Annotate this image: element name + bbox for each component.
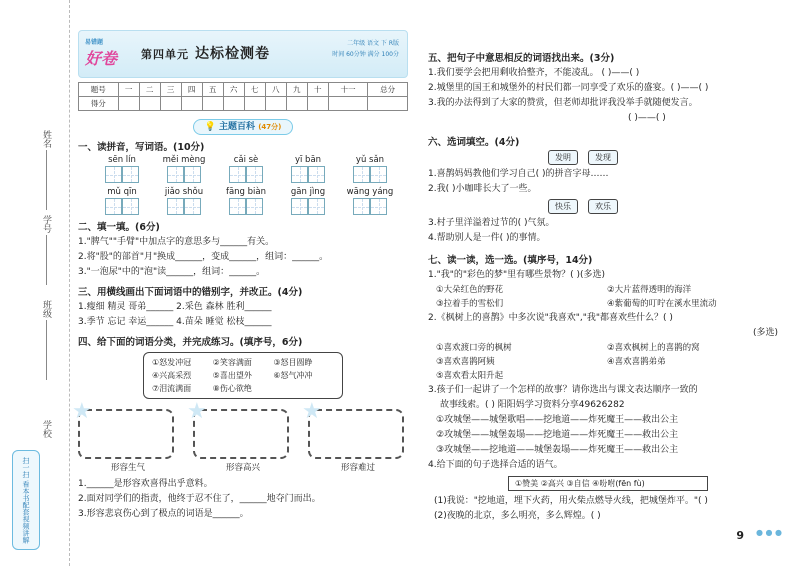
write-box[interactable] [291,166,308,183]
score-table [78,82,408,111]
score-cell: 一 [118,83,139,97]
q3-line: 3.季节 忘记 幸运______ 4.苗朵 睡觉 松枝______ [78,317,272,327]
word-option: ③怒目圆睁 [273,358,313,367]
pinyin-item [282,187,334,215]
pinyin-text: mǔ qīn [107,187,137,197]
score-cell: 八 [265,83,286,97]
pinyin-text: wāng yáng [346,187,394,197]
score-blank[interactable] [223,97,244,111]
score-blank[interactable] [368,97,408,111]
write-box[interactable] [353,198,370,215]
q2-title: 二、填一填。(6分) [78,222,160,233]
pinyin-row-2 [96,187,408,215]
star-icon: ★ [187,399,207,424]
word-pill: 快乐 [548,199,578,214]
answer-frame[interactable] [72,399,174,459]
frame-label: 形容生气 [110,463,145,473]
score-blank[interactable] [202,97,223,111]
choice: ①大朵红色的野花 [436,285,504,295]
write-box[interactable] [246,166,263,183]
score-cell: 七 [244,83,265,97]
q3-line: 1.瘦细 精灵 哥弟______ 2.采色 森林 胜利______ [78,302,272,312]
score-blank[interactable] [244,97,265,111]
score-blank[interactable] [328,97,368,111]
right-column [428,46,778,524]
word-pill: 欢乐 [588,199,618,214]
q3-title: 三、用横线画出下面词语中的错别字，并改正。(4分) [78,287,303,298]
frame-label: 形容高兴 [225,463,260,473]
banner-icon: 💡 [204,122,216,132]
pinyin-text: gān jìng [290,187,326,197]
word-option: ⑧伤心欲绝 [212,384,252,393]
q2-line: 2.将"股"的部首"月"换成______，变成______，组词：______。 [78,252,329,262]
unit-label: 第四单元 [141,48,189,61]
star-icon: ★ [302,399,322,424]
write-box[interactable] [229,198,246,215]
title-text: 达标检测卷 [195,46,270,62]
word-option: ⑥怒气冲冲 [273,371,313,380]
score-blank[interactable] [139,97,160,111]
q4-line: 3.形容悲哀伤心到了极点的词语是______。 [78,509,249,519]
write-box[interactable] [353,166,370,183]
answer-frame[interactable] [302,399,404,459]
pinyin-item [344,187,396,215]
choice: ①喜欢渡口旁的枫树 [436,343,512,353]
binding-margin [0,0,70,566]
write-box[interactable] [246,198,263,215]
write-box[interactable] [229,166,246,183]
choice: ⑤喜欢看太阳升起 [436,371,504,381]
school-label: 学校 [41,420,51,438]
q5-line: ( )——( ) [628,113,666,123]
write-box[interactable] [167,166,184,183]
name-label: 姓名 [41,130,51,148]
left-column [72,30,408,522]
q7-sub3: 3.孩子们一起讲了一个怎样的故事？请你选出与课文表达顺序一致的 [428,385,698,395]
q7-sub4-line: (2)夜晚的北京，多么明亮，多么辉煌。( ) [434,511,601,521]
q4-line: 2.面对同学们的指责，他终于忍不住了，______地夺门而出。 [78,494,321,504]
q6-line: 4.帮助别人是一件( )的事情。 [428,233,546,243]
answer-frame[interactable] [187,399,289,459]
score-value-row [79,97,408,111]
score-blank[interactable] [118,97,139,111]
choice: ③拉着手的雪松们 [436,299,504,309]
category-frames [72,399,408,473]
write-box[interactable] [370,198,387,215]
pinyin-item [220,155,272,183]
id-line [46,235,47,285]
write-box[interactable] [291,198,308,215]
score-cell: 四 [181,83,202,97]
q4-title: 四、给下面的词语分类，并完成练习。(填序号，6分) [78,337,303,348]
banner-text: 主题百科 [219,122,256,132]
write-box[interactable] [370,166,387,183]
score-blank[interactable] [181,97,202,111]
page-dots: ● ● ● [755,528,782,537]
score-cell: 总分 [368,83,408,97]
logo-text: 好卷 [85,49,118,68]
write-box[interactable] [167,198,184,215]
write-box[interactable] [105,198,122,215]
word-option: ④兴高采烈 [152,371,192,380]
choice: ④紫葡萄的叮咛在溪水里流动 [607,299,717,309]
q7-sub4-line: (1)我说："挖地道，埋下火药，用火柴点燃导火线，把城堡炸平。"( ) [434,496,708,506]
score-cell: 得分 [79,97,119,111]
frame-sad [302,399,408,473]
q5-line: 2.城堡里的国王和城堡外的村民们都一同享受了欢乐的盛宴。( )——( ) [428,83,709,93]
score-blank[interactable] [286,97,307,111]
score-blank[interactable] [160,97,181,111]
score-header-row [79,83,408,97]
pinyin-text: fāng biàn [225,187,267,197]
q6-line: 3.村子里洋溢着过节的( )气氛。 [428,218,555,228]
choice: ③喜欢喜鹊阿姨 [436,357,495,367]
pinyin-row-1 [96,155,408,183]
pinyin-text: měi mèng [162,155,206,165]
word-bank [143,352,343,399]
info-line1: 二年级 语文 下 R版 [347,40,399,47]
pinyin-text: sēn lín [108,155,136,165]
word-option: ⑤喜出望外 [212,371,252,380]
write-box[interactable] [308,166,325,183]
pinyin-item [96,155,148,183]
write-box[interactable] [105,166,122,183]
frame-label: 形容难过 [340,463,375,473]
write-box[interactable] [122,198,139,215]
section-banner [193,119,293,135]
q7-sub4: 4.给下面的句子选择合适的语气。 [428,460,563,470]
score-cell: 九 [286,83,307,97]
pinyin-item [158,155,210,183]
q7-sub1: 1."我"的"彩色的梦"里有哪些景物？( )(多选) [428,270,606,280]
frame-happy [187,399,293,473]
score-blank[interactable] [265,97,286,111]
word-option: ②笑容满面 [212,358,252,367]
pinyin-text: yī bān [294,155,322,165]
choice: ②攻城堡——城堡轰塌——挖地道——炸死魔王——救出公主 [436,430,679,440]
q6-line: 1.喜鹊妈妈教他们学习自己( )的拼音字母…… [428,169,609,179]
logo-small-text: 易错题 [85,39,104,46]
q5-title: 五、把句子中意思相反的词语找出来。(3分) [428,53,615,64]
pinyin-item [96,187,148,215]
score-cell: 三 [160,83,181,97]
score-cell: 题号 [79,83,119,97]
choice: ④喜欢喜鹊弟弟 [607,357,666,367]
q4-line: 1.______是形容欢喜得出乎意料。 [78,479,213,489]
q6-title: 六、选词填空。(4分) [428,137,520,148]
star-icon: ★ [72,399,92,424]
word-pill: 发明 [548,150,578,165]
q5-line: 1.我们要学会把用剩收拾整齐，不能凌乱。 ( )——( ) [428,68,640,78]
q2-line: 3."一泡尿"中的"泡"读______，组词：______。 [78,267,266,277]
video-badge: 扫一扫 看本书配套视频讲解 [12,450,40,550]
exam-info [332,38,399,60]
q1-title: 一、读拼音，写词语。(10分) [78,142,205,153]
score-cell: 六 [223,83,244,97]
write-box[interactable] [184,198,201,215]
choice: ③攻城堡——挖地道——城堡轰塌——炸死魔王——救出公主 [436,445,679,455]
q7-sub1-choices [436,283,778,311]
frame-angry [72,399,178,473]
score-blank[interactable] [307,97,328,111]
info-line2: 时间 60分钟 满分 100分 [332,51,399,58]
page-number: 9 [736,529,744,542]
pill-row-2 [548,199,778,214]
q7-sub3-cont: 故事线索。( ) 阳阳妈学习资料分享49626282 [440,400,625,410]
choice: ②喜欢枫树上的喜鹊的窝 [607,343,700,353]
pinyin-item [220,187,272,215]
pinyin-text: yǔ sǎn [355,155,385,165]
logo [85,37,129,71]
q7-sub2-note: (多选) [752,328,778,338]
q7-sub2-choices [436,341,778,383]
q7-sub2: 2.《枫树上的喜鹊》中多次说"我喜欢","我"都喜欢些什么？( ) [428,313,673,323]
q7-title: 七、读一读，选一选。(填序号，14分) [428,255,593,266]
pinyin-item [282,155,334,183]
choice: ②大片蓝得透明的海洋 [607,285,692,295]
pinyin-item [158,187,210,215]
write-box[interactable] [122,166,139,183]
score-cell: 二 [139,83,160,97]
word-pill: 发现 [588,150,618,165]
q6-line: 2.我( )小咖啡长大了一些。 [428,184,537,194]
word-option: ①怒发冲冠 [152,358,192,367]
worksheet-header [78,30,408,78]
score-cell: 五 [202,83,223,97]
student-id-label: 学号 [41,215,51,233]
pinyin-item [344,155,396,183]
q5-line: 3.我的办法得到了大家的赞赏，但老师却批评我没举手就随便发言。 [428,98,698,108]
score-cell: 十一 [328,83,368,97]
pill-row-1 [548,150,778,165]
write-box[interactable] [308,198,325,215]
write-box[interactable] [184,166,201,183]
choice: ①攻城堡——城堡歌唱——挖地道——炸死魔王——救出公主 [436,415,679,425]
page-title [141,43,270,63]
pinyin-text: cǎi sè [233,155,259,165]
tone-options: ①赞美 ②高兴 ③自信 ④吩咐(fēn fù) [508,476,708,491]
q2-line: 1."脾气""手臂"中加点字的意思多与______有关。 [78,237,275,247]
class-line [46,320,47,380]
class-label: 班级 [41,300,51,318]
name-line [46,150,47,210]
banner-points: (47分) [258,123,282,131]
score-cell: 十 [307,83,328,97]
pinyin-text: jiǎo shǒu [164,187,204,197]
word-option: ⑦泪流满面 [152,384,192,393]
